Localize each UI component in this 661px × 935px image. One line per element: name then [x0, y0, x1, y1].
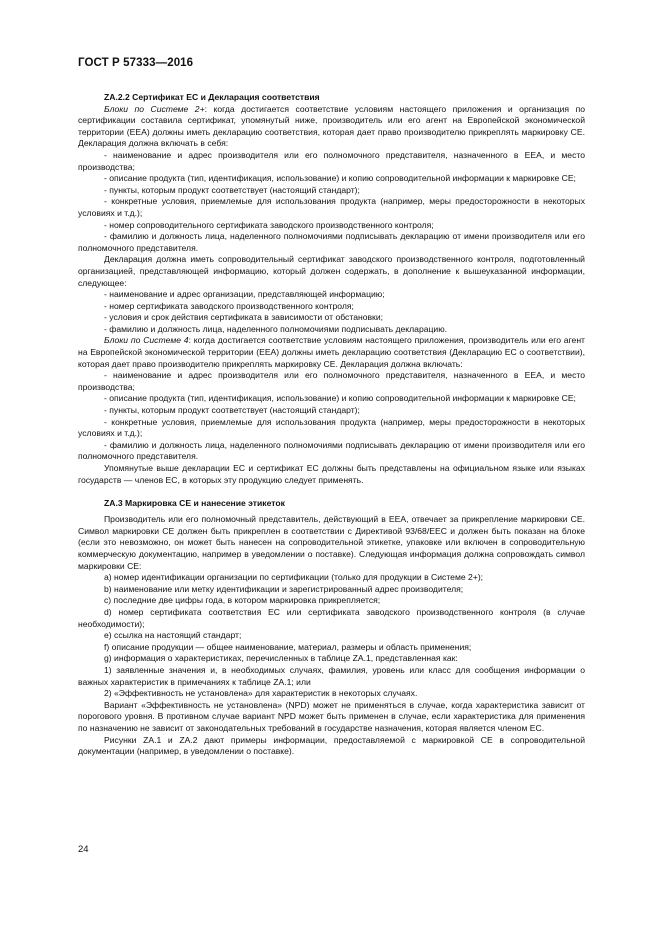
- list-item: 1) заявленные значения и, в необходимых случаях, фамилия, уровень или класс для сообщения информации о важных характеристик в примечаниях к таблице ZA.1; или: [78, 665, 585, 687]
- paragraph-system2plus: [78, 104, 585, 150]
- list-item: - пункты, которым продукт соответствует (настоящий стандарт);: [104, 184, 360, 195]
- list-item: - фамилию и должность лица, наделенного полномочиями подписывать декларацию от имени производителя или его полномочного представителя.: [78, 439, 585, 462]
- list-item: e) ссылка на настоящий стандарт;: [104, 630, 242, 641]
- system4-text: : когда достигается соответствие условиям настоящего приложения, производитель или его агент на Европейской экономической территории (ЕЕА) должны иметь декларацию соответствия (Декларацию ЕС о соответствии), которая дает право производителю прикреплять маркировку СЕ. Декларация должна включать:: [78, 335, 585, 369]
- document-body: [78, 92, 585, 758]
- list-item: 2) «Эффективность не установлена» для характеристик в некоторых случаях.: [104, 688, 418, 699]
- list-item: - условия и срок действия сертификата в зависимости от обстановки;: [104, 312, 384, 323]
- list-item: c) последние две цифры года, в котором маркировка прикрепляется;: [104, 595, 381, 606]
- paragraph-declaration: Декларация должна иметь сопроводительный сертификат заводского производственного контроля, подготовленный организацией, представляющей информацию, который должен содержать, в дополнение к вышеуказанной информации, следующее:: [78, 254, 585, 288]
- list-item: g) информация о характеристиках, перечисленных в таблице ZA.1, представленная как:: [104, 653, 458, 664]
- list-item: - фамилию и должность лица, наделенного полномочиями подписывать декларацию.: [104, 323, 448, 334]
- section-heading-za3: ZA.3 Маркировка СЕ и нанесение этикеток: [104, 498, 285, 509]
- system2plus-text: : когда достигается соответствие условиям настоящего приложения и организация по сертификации составила сертификат, упомянутый ниже, производитель или его агент на Европейской экономической территории (ЕЕА) должны иметь декларацию соответствия, которая дает право производителю прикреплять маркировку СЕ. Декларация должна включать в себя:: [78, 103, 586, 149]
- paragraph-system4: [78, 335, 585, 370]
- page-number: 24: [78, 844, 89, 855]
- list-item: - описание продукта (тип, идентификация, использование) и копию сопроводительной информации к маркировке СЕ;: [104, 173, 576, 184]
- list-item: b) наименование или метку идентификации и зарегистрированный адрес производителя;: [104, 583, 464, 594]
- list-item: - конкретные условия, приемлемые для использования продукта (например, меры предосторожности в некоторых условиях и т.д.);: [78, 416, 585, 439]
- section-heading-za22: ZA.2.2 Сертификат ЕС и Декларация соответствия: [104, 92, 320, 102]
- list-item: - фамилию и должность лица, наделенного полномочиями подписывать декларацию от имени производителя или его полномочного представителя.: [78, 231, 585, 253]
- list-item: - номер сертификата заводского производственного контроля;: [104, 300, 354, 311]
- system4-lead: Блоки по Системе 4: [104, 335, 189, 346]
- list-item: d) номер сертификата соответствия ЕС или сертификата заводского производственного контроля (в случае необходимости);: [78, 607, 585, 629]
- list-item: - конкретные условия, приемлемые для использования продукта (например, меры предосторожности в некоторых условиях и т.д.);: [78, 196, 585, 218]
- paragraph-npd: Вариант «Эффективность не установлена» (NPD) может не применяться в случае, когда характеристика зависит от порогового уровня. В противном случае вариант NPD может быть применен в случае, если характеристика для применения по назначению не зависит от законодательных требований в государстве назначения, которая является членом ЕС.: [78, 699, 585, 733]
- paragraph-figures: Рисунки ZA.1 и ZA.2 дают примеры информации, предоставляемой с маркировкой СЕ в сопроводительной документации (например, в уведомлении о поставке).: [78, 734, 585, 757]
- list-item: - пункты, которым продукт соответствует (настоящий стандарт);: [104, 405, 360, 416]
- list-item: а) номер идентификации организации по сертификации (только для продукции в Системе 2+);: [104, 572, 484, 583]
- paragraph-ce-marking: Производитель или его полномочный представитель, действующий в ЕЕА, отвечает за прикрепление маркировки СЕ. Символ маркировки СЕ должен быть прикреплен в соответствии с Директивой 93/68/ЕЕС и должен быть показан на блоке (если это невозможно, он может быть нанесен на сопроводительной этикетке, упаковке или включен в сопроводительную коммерческую документацию, например в уведомлении о поставке). Следующая информация должна сопровождать символ маркировки СЕ:: [78, 514, 585, 571]
- list-item: - описание продукта (тип, идентификация, использование) и копию сопроводительной информации к маркировке СЕ;: [104, 393, 576, 404]
- list-item: - номер сопроводительного сертификата заводского производственного контроля;: [104, 219, 434, 230]
- page-header: ГОСТ Р 57333—2016: [78, 57, 194, 69]
- list-item: - наименование и адрес организации, представляющей информацию;: [104, 289, 385, 300]
- list-item: f) описание продукции — общее наименование, материал, размеры и область применения;: [104, 641, 472, 652]
- paragraph-closing: Упомянутые выше декларации ЕС и сертификат ЕС должны быть представлены на официальном языке или языках государств — членов ЕС, в которых эту продукцию следует применять.: [78, 463, 585, 485]
- list-item: - наименование и адрес производителя или его полномочного представителя, назначенного в ЕЕА, и место производства;: [78, 370, 585, 392]
- system2plus-lead: Блоки по Системе 2+: [104, 103, 205, 114]
- list-item: - наименование и адрес производителя или его полномочного представителя, назначенного в ЕЕА, и место производства;: [78, 149, 585, 172]
